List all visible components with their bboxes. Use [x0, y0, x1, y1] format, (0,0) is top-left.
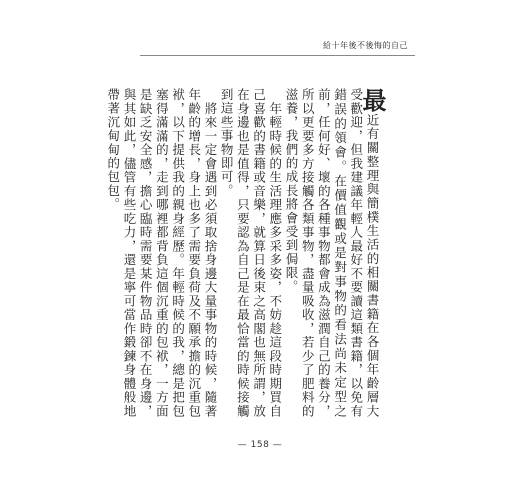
paragraph-3 — [105, 88, 218, 418]
running-header-title: 給十年後不後悔的自己 — [323, 41, 408, 50]
header-rule-divider — [140, 55, 415, 56]
paragraph-3-text: 將來一定會遇到必須取捨身邊大量事物的時候，隨著年齡的增長，身上也多了需要負荷及不願承擔的沉重包袱，以下提供我的親身經歷。年輕時候的我，總是把包塞得滿滿的，走到哪裡都背負這個沉重的包袱，一方面是缺乏安全感，擔心臨時需要某件物品時卻不在身邊，與其如此，儘管有些吃力，還是寧可當作鍛鍊身體般地帶著沉甸甸的包包。 — [105, 88, 218, 419]
vertical-body-text — [105, 88, 387, 419]
page-footer — [0, 432, 520, 451]
paragraph-2-text: 年輕時候的生活理應多采多姿，不妨趁這段時期買自己喜歡的書籍或音樂，就算日後束之高閣也無所謂，放在身邊也是值得，只要認為自己是在最恰當的時候接觸到這些事物即可。 — [219, 88, 283, 419]
running-header — [0, 22, 520, 62]
paragraph-1 — [283, 88, 387, 418]
drop-cap: 最 — [358, 88, 387, 114]
paragraph-1-text: 近有關整理與簡樸生活的相關書籍在各個年齡層大受歡迎，但我建議年輕人最好不要讀這類書籍，以免有錯誤的領會。在價值觀或是對事物的看法尚未定型之前，任何好、壞的各種事物都會成為滋潤自己的養分，所以更要多方接觸各類事物，盡量吸收，若少了肥料的滋養，我們的成長將會受到侷限。 — [283, 88, 380, 418]
paragraph-2 — [218, 88, 283, 418]
page-number: — 158 — — [237, 440, 283, 450]
